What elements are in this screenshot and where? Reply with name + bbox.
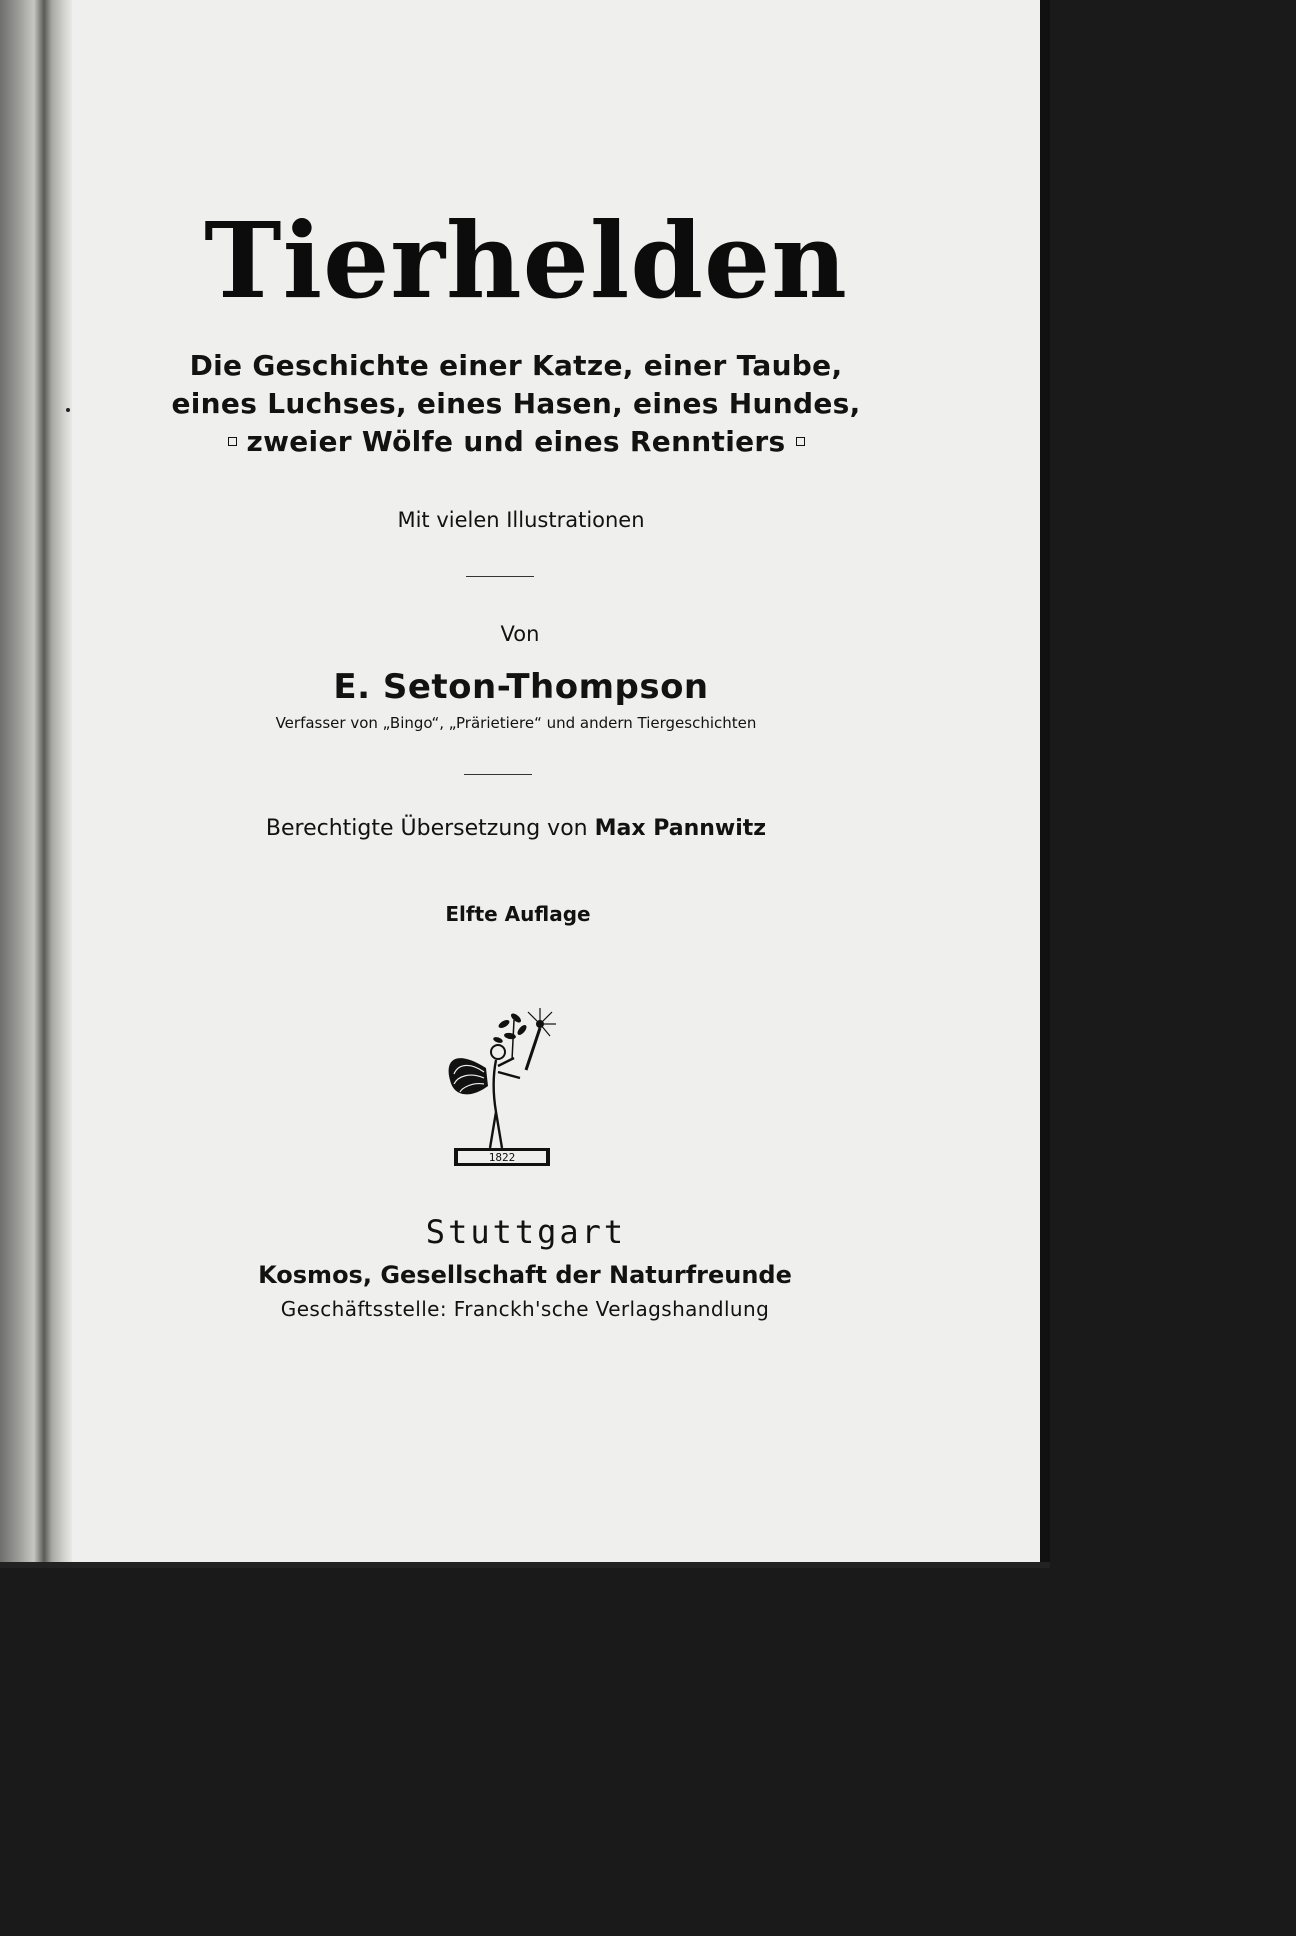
divider-rule xyxy=(466,576,534,577)
divider-rule xyxy=(464,774,532,775)
subtitle-line-2: eines Luchses, eines Hasen, eines Hundes, xyxy=(171,387,861,420)
subtitle-line-3: zweier Wölfe und eines Renntiers xyxy=(246,425,786,458)
book-spine-edge xyxy=(0,0,72,1568)
illustrations-note: Mit vielen Illustrationen xyxy=(397,508,645,532)
imprint-city: Stuttgart xyxy=(425,1213,627,1251)
edition: Elfte Auflage xyxy=(445,902,591,926)
margin-speck xyxy=(66,408,70,412)
author-note: Verfasser von „Bingo“, „Prärietiere“ und andern Tiergeschichten xyxy=(275,714,757,732)
translation-credit xyxy=(72,814,1040,844)
translator-name: Max Pannwitz xyxy=(594,816,767,841)
cherub-torch-mark-icon xyxy=(436,1000,566,1170)
square-ornament-icon xyxy=(228,437,237,446)
square-ornament-icon xyxy=(796,437,805,446)
book-title: Tierhelden xyxy=(204,199,848,322)
subtitle-line-1: Die Geschichte einer Katze, einer Taube, xyxy=(189,349,843,382)
subtitle-line-3-wrapper xyxy=(72,424,1040,460)
page-bottom-edge xyxy=(0,1562,1050,1568)
mark-year: 1822 xyxy=(488,1151,516,1164)
page-right-edge xyxy=(1040,0,1050,1568)
author-name: E. Seton-Thompson xyxy=(333,667,709,707)
imprint-office: Geschäftsstelle: Franckh'sche Verlagshandlung xyxy=(280,1297,770,1321)
translation-prefix: Berechtigte Übersetzung von xyxy=(265,816,588,841)
by-label: Von xyxy=(500,622,540,646)
imprint-publisher: Kosmos, Gesellschaft der Naturfreunde xyxy=(258,1261,792,1289)
